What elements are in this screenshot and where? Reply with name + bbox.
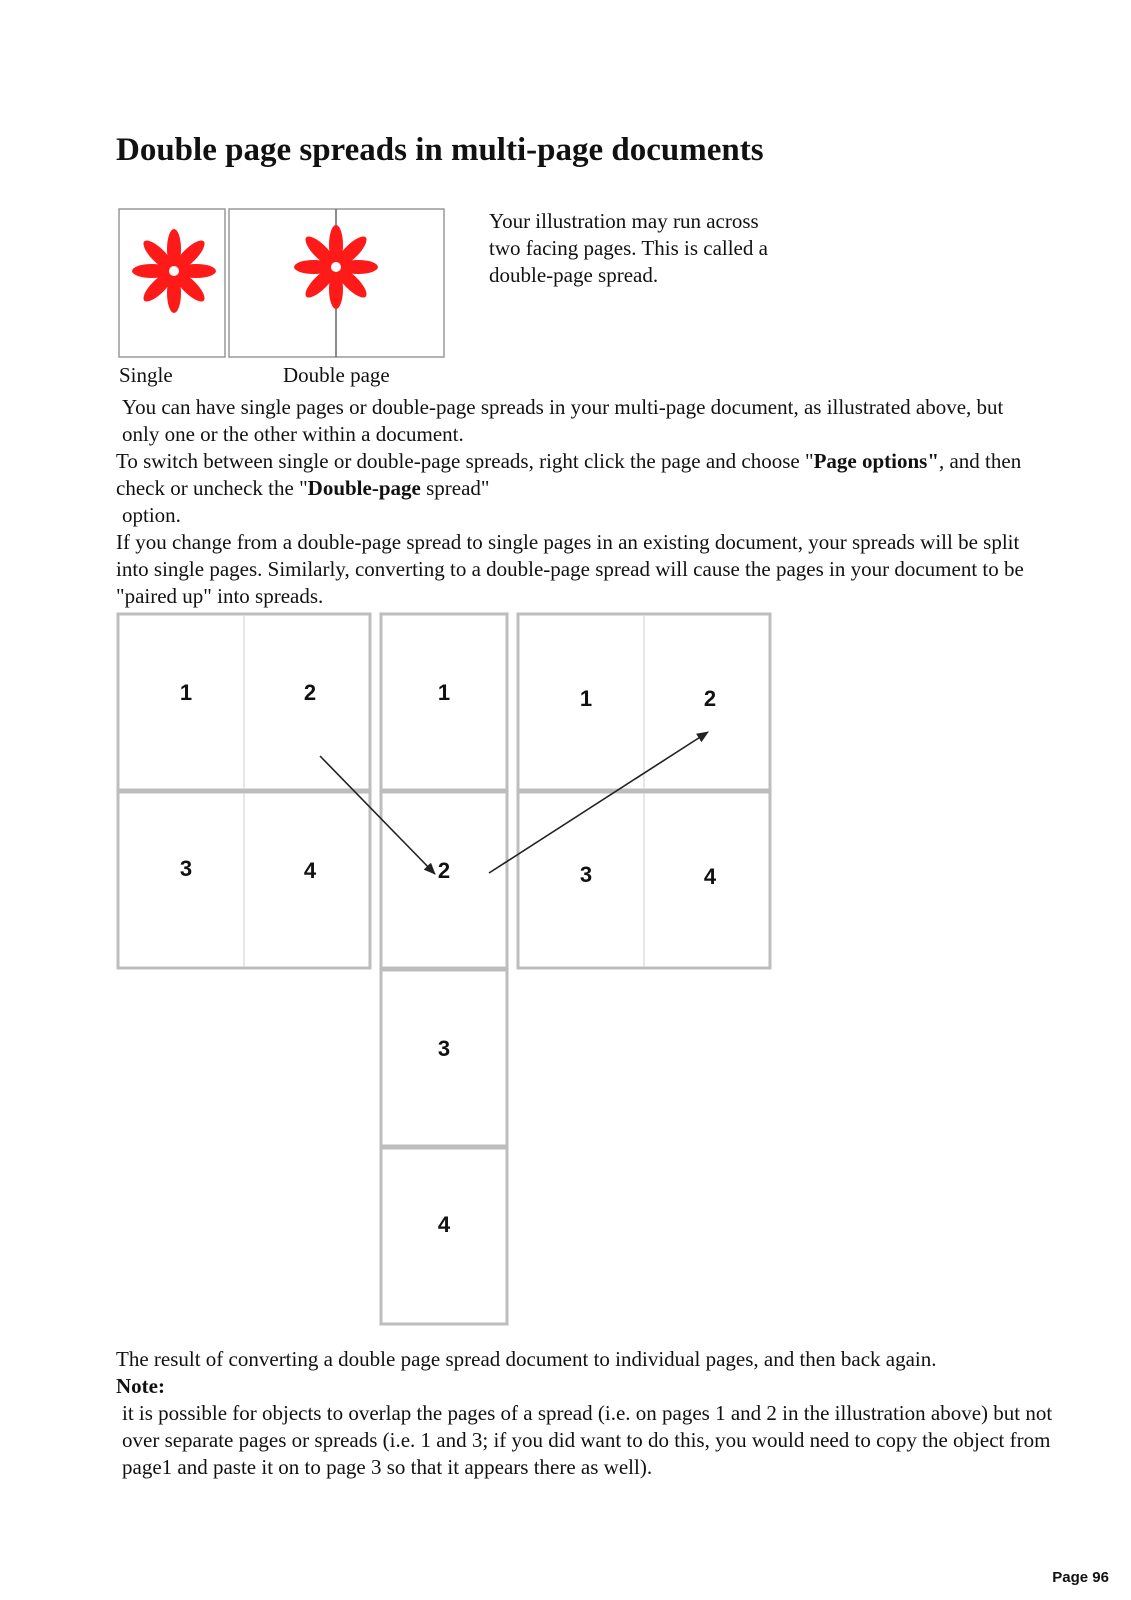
p2-text-a: To switch between single or double-page spreads, right click the page and choose " [116, 449, 814, 473]
p2-text-b: , and then check or uncheck the " [116, 449, 1022, 500]
right-page-number: 1 [579, 686, 593, 711]
left-page-number: 4 [303, 858, 317, 883]
left-page-number: 2 [303, 680, 317, 705]
label-single: Single [119, 363, 173, 387]
middle-page-number: 1 [437, 680, 451, 705]
left-page-number: 1 [179, 680, 193, 705]
right-page-number: 2 [703, 686, 717, 711]
intro-text: Your illustration may run across two facing pages. This is called a double-page spread. [489, 209, 768, 287]
conversion-diagram [116, 612, 796, 1342]
page-number: Page 96 [1052, 1569, 1109, 1586]
paragraph-3: If you change from a double-page spread to single pages in an existing document, your spreads will be split into single pages. Similarly, converting to a double-page spread will cause the pages in your document to be "paired up" into spreads. [116, 530, 1024, 608]
note-text: it is possible for objects to overlap the pages of a spread (i.e. on pages 1 and 2 in the illustration above) but not over separate pages or spreads (i.e. 1 and 3; if you did want to do this, you would need to copy the object from page1 and paste it on to page 3 so that it appears there as well). [122, 1401, 1053, 1479]
page-title: Double page spreads in multi-page documents [116, 132, 764, 168]
p2-bold-page-options: Page options" [813, 449, 939, 473]
middle-page-number: 4 [437, 1212, 451, 1237]
left-page-number: 3 [179, 856, 193, 881]
paragraph-1: You can have single pages or double-page spreads in your multi-page document, as illustrated above, but only one or the other within a document. [122, 395, 1004, 446]
p2-text-c: spread" [420, 476, 490, 500]
p2-bold-double-page: Double-page [307, 476, 421, 500]
flower-icon [294, 225, 378, 309]
label-double-page: Double page [283, 363, 390, 387]
middle-page-number: 2 [437, 858, 451, 883]
flower-icon [132, 229, 216, 313]
figure-caption: The result of converting a double page spread document to individual pages, and then back again. [116, 1347, 937, 1371]
right-page-number: 3 [579, 862, 593, 887]
single-double-page-figure [116, 206, 446, 360]
note-heading: Note: [116, 1374, 165, 1398]
middle-page-number: 3 [437, 1036, 451, 1061]
body-text [116, 394, 1036, 610]
note-block [116, 1373, 1076, 1481]
paragraph-2-option: option. [122, 503, 181, 527]
right-page-number: 4 [703, 864, 717, 889]
paragraph-2 [116, 448, 1036, 502]
